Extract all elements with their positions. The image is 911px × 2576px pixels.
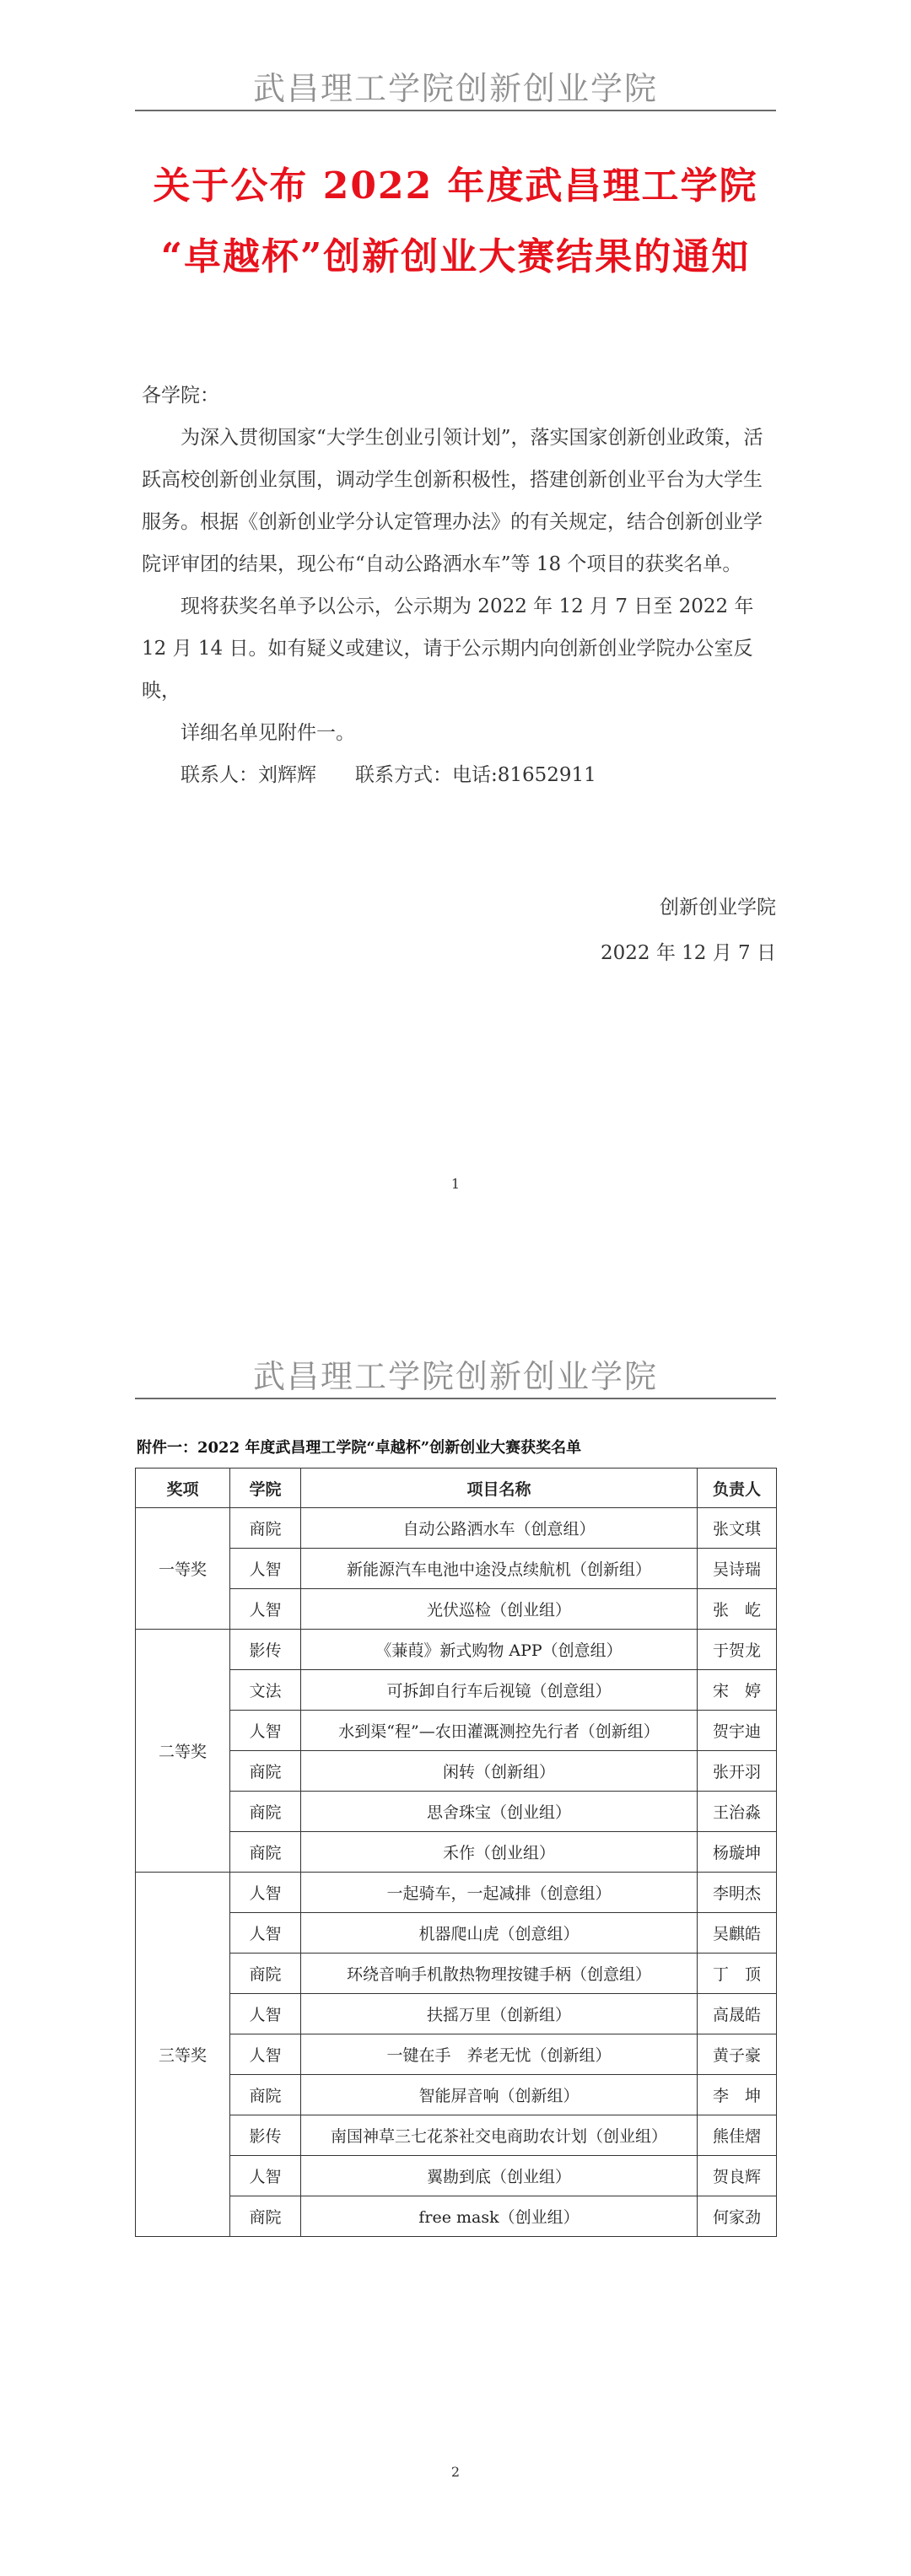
college-cell: 商院 (230, 1792, 301, 1832)
project-cell: 翼勘到底（创业组） (301, 2156, 698, 2196)
project-cell: 自动公路洒水车（创意组） (301, 1508, 698, 1549)
table-header-row (136, 1469, 777, 1508)
header-project: 项目名称 (301, 1469, 698, 1508)
project-cell: 南国神草三七花茶社交电商助农计划（创业组） (301, 2115, 698, 2156)
table-row (136, 1549, 777, 1589)
paragraph-3: 详细名单见附件一。 (181, 722, 355, 744)
table-row (136, 2156, 777, 2196)
table-row (136, 1792, 777, 1832)
leader-cell: 张 屹 (698, 1589, 777, 1630)
project-cell: 扶摇万里（创新组） (301, 1994, 698, 2034)
project-cell: 环绕音响手机散热物理按键手柄（创意组） (301, 1954, 698, 1994)
college-cell: 文法 (230, 1670, 301, 1711)
project-cell: 可拆卸自行车后视镜（创意组） (301, 1670, 698, 1711)
awards-table (135, 1468, 777, 2237)
table-row (136, 2075, 777, 2115)
contact-line: 联系人：刘辉辉 联系方式：电话:81652911 (181, 764, 596, 786)
leader-cell: 李 坤 (698, 2075, 777, 2115)
college-cell: 商院 (230, 1832, 301, 1873)
project-cell: 闲转（创新组） (301, 1751, 698, 1792)
project-cell: 水到渠“程”—农田灌溉测控先行者（创新组） (301, 1711, 698, 1751)
leader-cell: 宋 婷 (698, 1670, 777, 1711)
table-row (136, 1711, 777, 1751)
college-cell: 人智 (230, 1549, 301, 1589)
table-row (136, 1508, 777, 1549)
salutation: 各学院： (142, 385, 219, 407)
leader-cell: 高晟皓 (698, 1994, 777, 2034)
table-row (136, 2196, 777, 2237)
leader-cell: 李明杰 (698, 1873, 777, 1913)
project-cell: free mask（创业组） (301, 2196, 698, 2237)
notice-title-line-2: “卓越杯”创新创业大赛结果的通知 (160, 235, 751, 278)
notice-body (142, 375, 769, 796)
award-cell: 三等奖 (136, 1873, 230, 2237)
leader-cell: 于贺龙 (698, 1630, 777, 1670)
leader-cell: 熊佳熠 (698, 2115, 777, 2156)
table-row (136, 1589, 777, 1630)
leader-cell: 吴麒皓 (698, 1913, 777, 1954)
project-cell: 思舍珠宝（创业组） (301, 1792, 698, 1832)
table-row (136, 1913, 777, 1954)
college-cell: 人智 (230, 1589, 301, 1630)
project-cell: 光伏巡检（创业组） (301, 1589, 698, 1630)
header-leader: 负责人 (698, 1469, 777, 1508)
college-cell: 商院 (230, 1751, 301, 1792)
table-row (136, 2034, 777, 2075)
table-row (136, 1832, 777, 1873)
page-number: 1 (450, 1176, 461, 1192)
leader-cell: 何家劲 (698, 2196, 777, 2237)
college-cell: 商院 (230, 2075, 301, 2115)
award-cell: 二等奖 (136, 1630, 230, 1873)
college-cell: 影传 (230, 1630, 301, 1670)
header-rule (135, 110, 776, 111)
signature-org: 创新创业学院 (660, 897, 776, 919)
header-college: 学院 (230, 1469, 301, 1508)
header-award: 奖项 (136, 1469, 230, 1508)
project-cell: 《蒹葭》新式购物 APP（创意组） (301, 1630, 698, 1670)
table-row (136, 1954, 777, 1994)
college-cell: 人智 (230, 2156, 301, 2196)
header-rule (135, 1398, 776, 1399)
college-cell: 人智 (230, 1913, 301, 1954)
project-cell: 一键在手 养老无忧（创新组） (301, 2034, 698, 2075)
letterhead: 武昌理工学院创新创业学院 (252, 1358, 658, 1395)
college-cell: 影传 (230, 2115, 301, 2156)
paragraph-1: 为深入贯彻国家“大学生创业引领计划”，落实国家创新创业政策，活跃高校创新创业氛围，调动学生创新积极性，搭建创新创业平台为大学生服务。根据《创新创业学分认定管理办法》的有关规定，结合创新创业学院评审团的结果，现公布“自动公路洒水车”等 18 个项目的获奖名单。 (142, 427, 763, 575)
page-2 (0, 1288, 911, 2576)
project-cell: 新能源汽车电池中途没点续航机（创新组） (301, 1549, 698, 1589)
leader-cell: 王治淼 (698, 1792, 777, 1832)
paragraph-2: 现将获奖名单予以公示，公示期为 2022 年 12 月 7 日至 2022 年 12 月 14 日。如有疑义或建议，请于公示期内向创新创业学院办公室反映， (142, 595, 754, 702)
table-row (136, 1751, 777, 1792)
college-cell: 商院 (230, 2196, 301, 2237)
letterhead: 武昌理工学院创新创业学院 (252, 70, 658, 107)
signature-date: 2022 年 12 月 7 日 (601, 942, 776, 964)
table-row (136, 1670, 777, 1711)
leader-cell: 贺宇迪 (698, 1711, 777, 1751)
page-number: 2 (450, 2464, 461, 2480)
notice-title-line-1: 关于公布 2022 年度武昌理工学院 (153, 164, 758, 207)
leader-cell: 吴诗瑞 (698, 1549, 777, 1589)
project-cell: 一起骑车，一起减排（创意组） (301, 1873, 698, 1913)
award-cell: 一等奖 (136, 1508, 230, 1630)
leader-cell: 贺良辉 (698, 2156, 777, 2196)
college-cell: 商院 (230, 1508, 301, 1549)
annex-title: 附件一：2022 年度武昌理工学院“卓越杯”创新创业大赛获奖名单 (137, 1439, 582, 1457)
college-cell: 人智 (230, 2034, 301, 2075)
table-row (136, 1630, 777, 1670)
table-row (136, 2115, 777, 2156)
leader-cell: 杨璇坤 (698, 1832, 777, 1873)
leader-cell: 张开羽 (698, 1751, 777, 1792)
leader-cell: 张文琪 (698, 1508, 777, 1549)
leader-cell: 丁 顶 (698, 1954, 777, 1994)
table-row (136, 1873, 777, 1913)
project-cell: 智能屏音响（创新组） (301, 2075, 698, 2115)
project-cell: 机器爬山虎（创意组） (301, 1913, 698, 1954)
table-row (136, 1994, 777, 2034)
leader-cell: 黄子豪 (698, 2034, 777, 2075)
project-cell: 禾作（创业组） (301, 1832, 698, 1873)
college-cell: 人智 (230, 1994, 301, 2034)
college-cell: 人智 (230, 1711, 301, 1751)
college-cell: 商院 (230, 1954, 301, 1994)
college-cell: 人智 (230, 1873, 301, 1913)
